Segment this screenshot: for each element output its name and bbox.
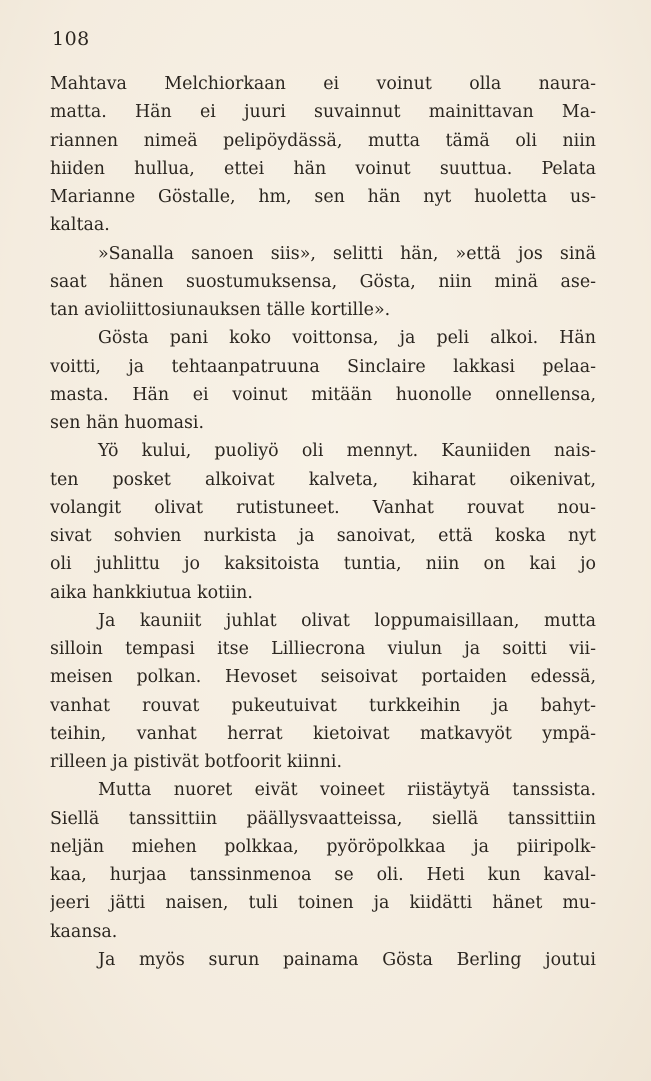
text-line: matta. Hän ei juuri suvainnut mainittavan Ma- xyxy=(50,102,596,123)
text-line: riannen nimeä pelipöydässä, mutta tämä oli niin xyxy=(50,130,596,151)
text-line: voitti, ja tehtaanpatruuna Sinclaire lakkasi pelaa- xyxy=(50,356,596,377)
text-line: kaltaa. xyxy=(50,215,110,236)
text-line: rilleen ja pistivät botfoorit kiinni. xyxy=(50,752,342,772)
body-text xyxy=(50,70,596,974)
text-line: »Sanalla sanoen siis», selitti hän, »että jos sinä xyxy=(98,243,596,264)
text-line: Siellä tanssittiin päällysvaatteissa, siellä tanssittiin xyxy=(50,808,596,829)
text-line: Marianne Göstalle, hm, sen hän nyt huoletta us- xyxy=(50,187,596,207)
text-line: ten posket alkoivat kalveta, kiharat oikenivat, xyxy=(50,469,596,490)
text-line: Ja myös surun painama Gösta Berling joutui xyxy=(98,949,596,970)
text-line: masta. Hän ei voinut mitään huonolle onnellensa, xyxy=(50,384,596,405)
text-line: saat hänen suostumuksensa, Gösta, niin minä ase- xyxy=(50,271,596,292)
text-line: silloin tempasi itse Lilliecrona viulun ja soitti vii- xyxy=(50,639,596,659)
text-line: Gösta pani koko voittonsa, ja peli alkoi. Hän xyxy=(98,328,596,349)
text-line: sen hän huomasi. xyxy=(50,413,204,433)
text-line: meisen polkan. Hevoset seisoivat portaiden edessä, xyxy=(50,667,596,688)
text-line: volangit olivat rutistuneet. Vanhat rouvat nou- xyxy=(50,497,596,518)
text-line: vanhat rouvat pukeutuivat turkkeihin ja bahyt- xyxy=(50,695,596,716)
text-line: jeeri jätti naisen, tuli toinen ja kiidätti hänet mu- xyxy=(50,893,596,914)
text-line: teihin, vanhat herrat kietoivat matkavyöt ympä- xyxy=(50,723,596,744)
text-line: tan avioliittosiunauksen tälle kortille». xyxy=(50,300,391,320)
text-line: Yö kului, puoliyö oli mennyt. Kauniiden nais- xyxy=(98,441,596,462)
text-line: Ja kauniit juhlat olivat loppumaisillaan, mutta xyxy=(98,610,596,631)
text-line: aika hankkiutua kotiin. xyxy=(50,582,253,603)
text-line: Mutta nuoret eivät voineet riistäytyä tanssista. xyxy=(98,780,596,801)
text-line: neljän miehen polkkaa, pyöröpolkkaa ja piiripolk- xyxy=(50,836,596,857)
page-number: 108 xyxy=(52,28,90,50)
text-line: sivat sohvien nurkista ja sanoivat, että koska nyt xyxy=(50,526,596,546)
text-line: kaa, hurjaa tanssinmenoa se oli. Heti kun kaval- xyxy=(50,865,596,885)
text-line: oli juhlittu jo kaksitoista tuntia, niin on kai jo xyxy=(50,554,596,575)
text-line: kaansa. xyxy=(50,921,118,942)
text-line: hiiden hullua, ettei hän voinut suuttua. Pelata xyxy=(50,158,596,179)
text-line: Mahtava Melchiorkaan ei voinut olla naura- xyxy=(50,74,596,94)
